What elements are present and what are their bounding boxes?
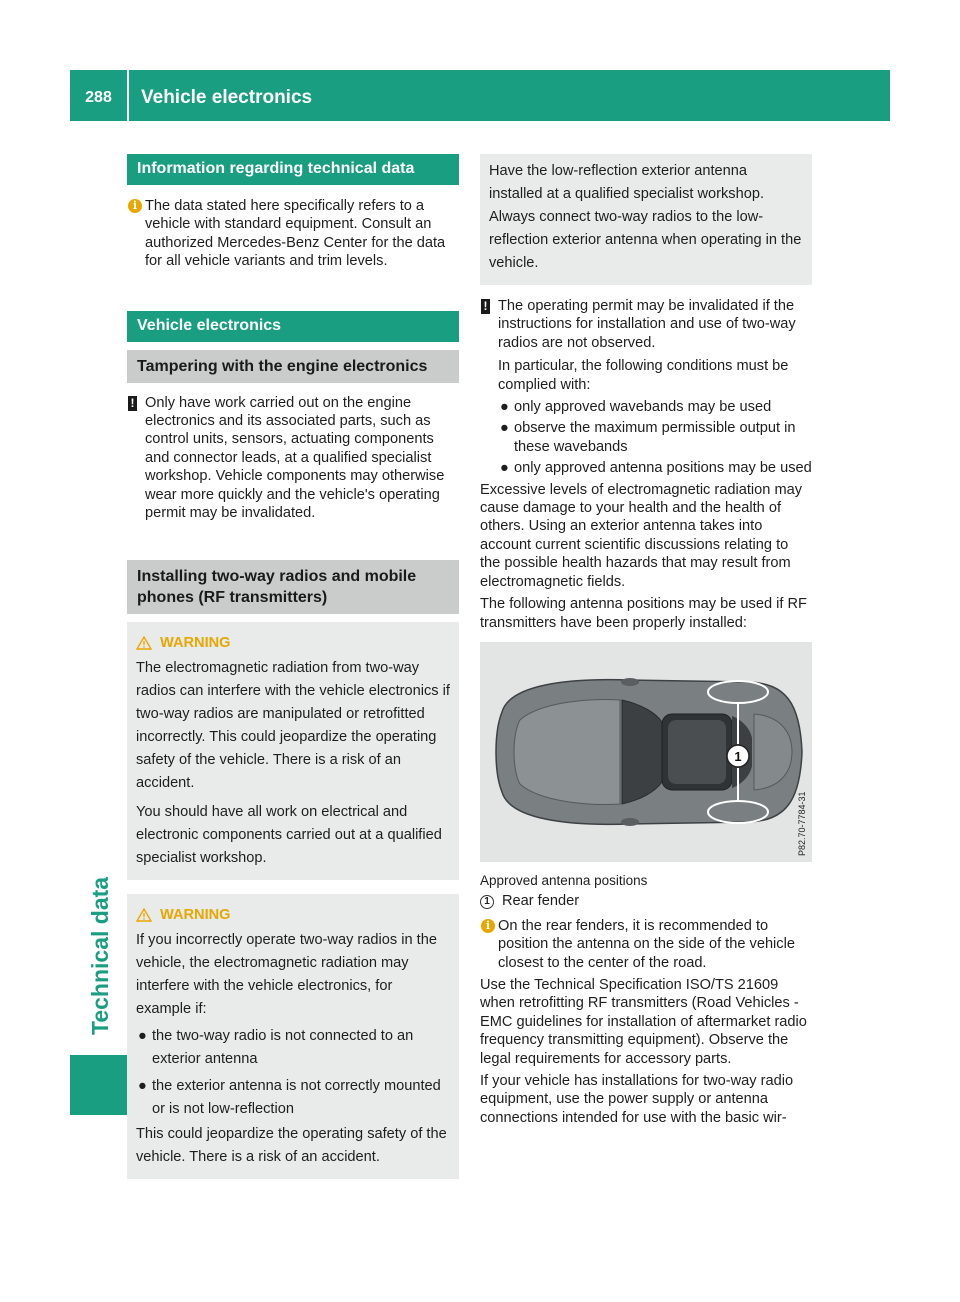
list-item: ● only approved antenna positions may be used bbox=[500, 460, 812, 477]
warning-box-2 bbox=[127, 894, 459, 1179]
antenna-note-text: Have the low-reflection exterior antenna installed at a qualified specialist workshop. Always connect two-way radios to the low-reflection exterior antenna when operating in the vehicle. bbox=[489, 163, 802, 271]
figure-callout: 1 bbox=[734, 748, 742, 764]
body-paragraph: Use the Technical Specification ISO/TS 21609 when retrofitting RF transmitters (Road Vehicles - EMC guidelines for installation of aftermarket radio frequency transmitting equipment). Observe the legal requirements for accessory parts. bbox=[480, 976, 807, 1067]
caution-note bbox=[127, 394, 459, 523]
body-paragraph: Excessive levels of electromagnetic radiation may cause damage to your health and the health of others. Using an exterior antenna takes into account current scientific discussions relating to the possible health hazards that may result from electromagnetic fields. bbox=[480, 481, 803, 590]
list-item: ● the exterior antenna is not correctly mounted or is not low-reflection bbox=[138, 1078, 441, 1118]
right-column bbox=[480, 154, 812, 1127]
section-heading-vehicle-electronics: Vehicle electronics bbox=[127, 311, 459, 342]
warning-heading bbox=[136, 904, 450, 926]
exclamation-icon: ! bbox=[128, 396, 137, 411]
caution-note bbox=[480, 297, 812, 478]
car-top-view-illustration bbox=[480, 642, 812, 862]
warning-text: This could jeopardize the operating safety of the vehicle. There is a risk of an accident. bbox=[136, 1126, 447, 1166]
caution-detail-text: In particular, the following conditions must be complied with: bbox=[498, 358, 789, 393]
warning-triangle-icon bbox=[136, 908, 152, 922]
header-divider bbox=[127, 70, 129, 121]
warning-triangle-icon bbox=[136, 636, 152, 650]
warning-label: WARNING bbox=[160, 635, 231, 652]
subheading-tampering: Tampering with the engine electronics bbox=[127, 350, 459, 383]
caution-note-text: The operating permit may be invalidated if the instructions for installation and use of two-way radios are not observed. bbox=[498, 298, 796, 351]
page-number: 288 bbox=[85, 89, 112, 106]
section-heading-information: Information regarding technical data bbox=[127, 154, 459, 185]
side-tab-block bbox=[70, 1055, 127, 1115]
exclamation-icon: ! bbox=[481, 299, 490, 314]
body-paragraph: If your vehicle has installations for two-way radio equipment, use the power supply or antenna connections intended for use with the basic wir- bbox=[480, 1072, 794, 1126]
info-icon: i bbox=[481, 919, 495, 933]
warning-box-1 bbox=[127, 622, 459, 880]
info-note bbox=[480, 917, 812, 972]
warning-text: You should have all work on electrical and electronic components carried out at a qualified specialist workshop. bbox=[136, 804, 442, 867]
body-paragraph: The following antenna positions may be used if RF transmitters have been properly installed: bbox=[480, 596, 807, 631]
warning-label: WARNING bbox=[160, 907, 231, 924]
warning-heading bbox=[136, 632, 450, 654]
car-antenna-figure bbox=[480, 642, 812, 862]
warning-text: If you incorrectly operate two-way radios in the vehicle, the electromagnetic radiation may interfere with the vehicle electronics, for example if: bbox=[136, 932, 437, 1018]
figure-code: P82.70-7784-31 bbox=[797, 791, 807, 856]
left-column bbox=[127, 154, 459, 1179]
warning-bullet-list bbox=[136, 1025, 450, 1121]
list-item: ● only approved wavebands may be used bbox=[500, 399, 772, 416]
info-note bbox=[127, 197, 459, 271]
figure-legend bbox=[480, 892, 812, 910]
page-title: Vehicle electronics bbox=[141, 87, 313, 108]
subheading-installing-radios: Installing two-way radios and mobile phones (RF transmitters) bbox=[127, 560, 459, 614]
legend-text: Rear fender bbox=[502, 893, 580, 910]
legend-number: 1 bbox=[480, 895, 494, 909]
figure-caption: Approved antenna positions bbox=[480, 872, 648, 888]
warning-text: The electromagnetic radiation from two-way radios can interfere with the vehicle electronics if two-way radios are manipulated or retrofitted incorrectly. This could jeopardize the operating safety of the vehicle. There is a risk of an accident. bbox=[136, 660, 450, 792]
antenna-note-box bbox=[480, 154, 812, 285]
list-item: ● observe the maximum permissible output in these wavebands bbox=[500, 420, 796, 455]
list-item: ● the two-way radio is not connected to an exterior antenna bbox=[138, 1028, 414, 1068]
side-tab-label: Technical data bbox=[87, 876, 113, 1035]
conditions-list bbox=[498, 398, 812, 478]
info-note-text: The data stated here specifically refers to a vehicle with standard equipment. Consult an authorized Mercedes-Benz Center for the data for all vehicle variants and trim levels. bbox=[145, 198, 446, 270]
info-note-text: On the rear fenders, it is recommended to position the antenna on the side of the vehicle closest to the center of the road. bbox=[498, 917, 795, 971]
caution-note-text: Only have work carried out on the engine electronics and its associated parts, such as control units, sensors, actuating components and connector leads, at a qualified specialist workshop. Vehicle components may otherwise wear more quickly and the vehicle's operating permit may be invalidated. bbox=[145, 394, 445, 522]
info-icon: i bbox=[128, 199, 142, 213]
